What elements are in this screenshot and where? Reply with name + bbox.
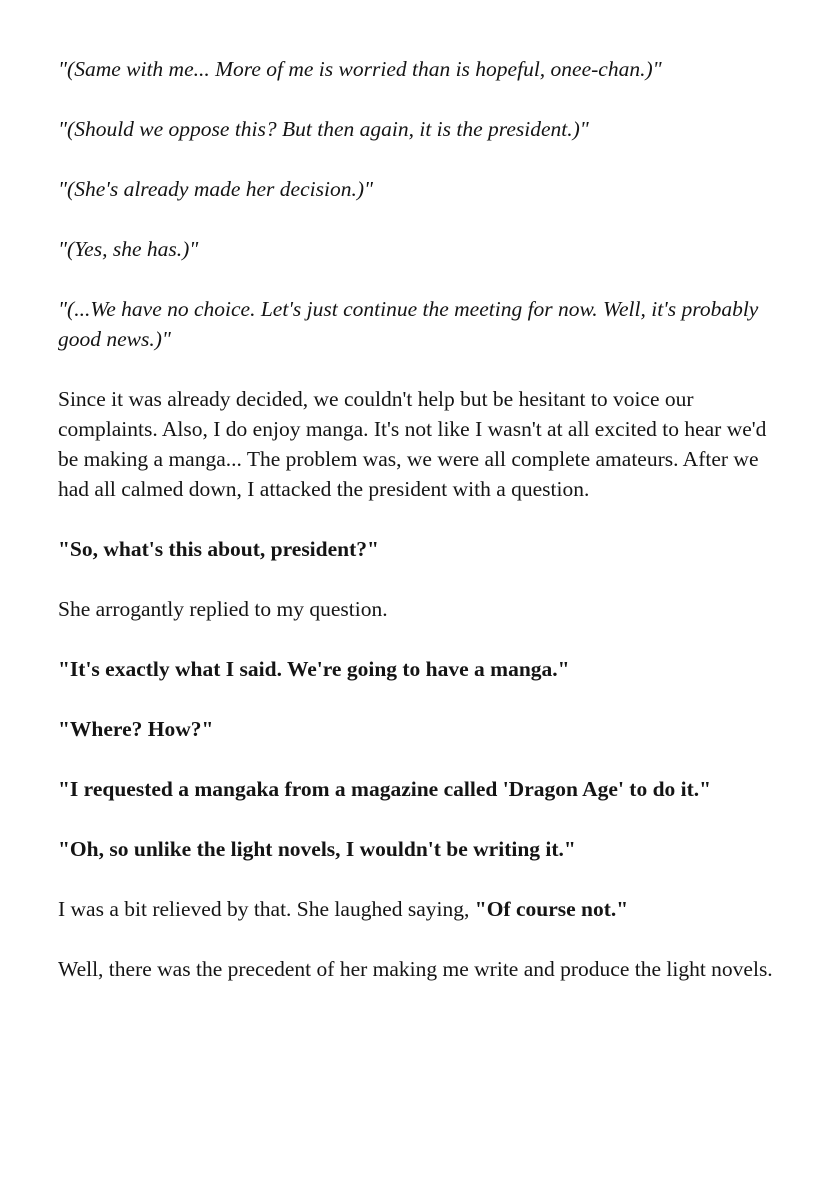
narration-paragraph-4: Well, there was the precedent of her making me write and produce the light novels. xyxy=(58,957,773,981)
dialogue-bold-4: "I requested a mangaka from a magazine called 'Dragon Age' to do it." xyxy=(58,777,712,801)
narration-paragraph-3 xyxy=(58,894,785,924)
dialogue-bold-3: "Where? How?" xyxy=(58,717,214,741)
narration-paragraph-1: Since it was already decided, we couldn't help but be hesitant to voice our complaints. Also, I do enjoy manga. It's not like I wasn't at all excited to hear we'd be making a manga... The problem was, we were all complete amateurs. After we had all calmed down, I attacked the president with a question. xyxy=(58,387,767,501)
dialogue-italic-2: "(Should we oppose this? But then again, it is the president.)" xyxy=(58,117,589,141)
narration-inline-text: I was a bit relieved by that. She laughed saying, xyxy=(58,897,475,921)
dialogue-italic-1: "(Same with me... More of me is worried than is hopeful, onee-chan.)" xyxy=(58,57,662,81)
dialogue-bold-2: "It's exactly what I said. We're going to have a manga." xyxy=(58,657,570,681)
dialogue-bold-5: "Oh, so unlike the light novels, I wouldn't be writing it." xyxy=(58,837,576,861)
dialogue-italic-5: "(...We have no choice. Let's just continue the meeting for now. Well, it's probably good news.)" xyxy=(58,297,759,351)
dialogue-bold-1: "So, what's this about, president?" xyxy=(58,537,379,561)
dialogue-italic-3: "(She's already made her decision.)" xyxy=(58,177,374,201)
narration-paragraph-2: She arrogantly replied to my question. xyxy=(58,597,388,621)
inline-bold-quote: "Of course not." xyxy=(474,897,629,921)
dialogue-italic-4: "(Yes, she has.)" xyxy=(58,237,199,261)
